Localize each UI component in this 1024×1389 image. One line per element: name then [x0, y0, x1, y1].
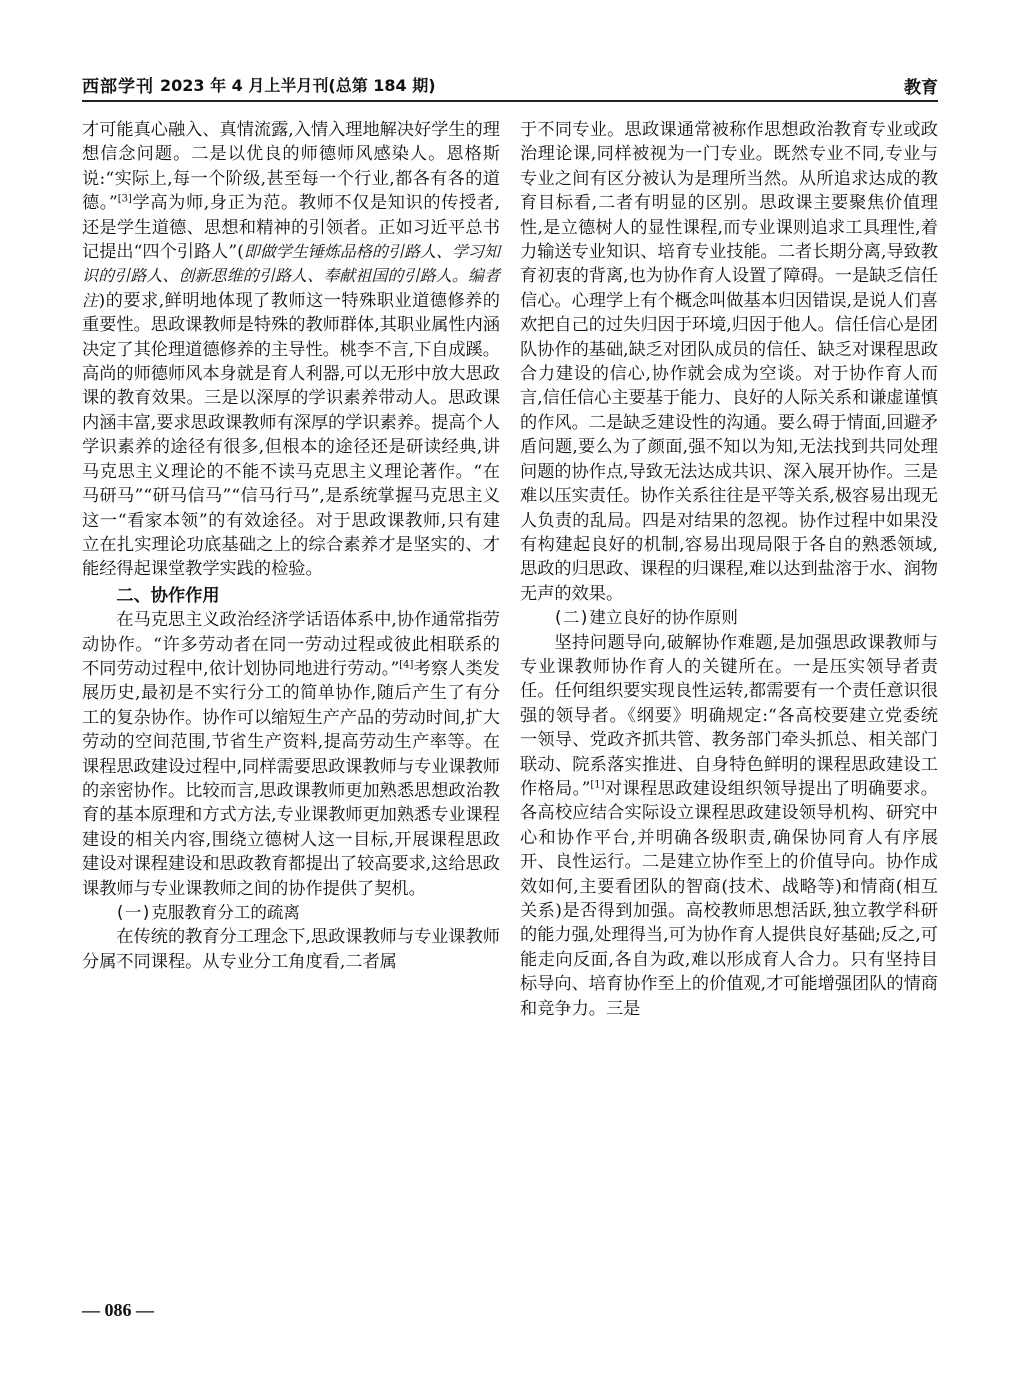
editor-note: 即做学生锤炼品格的引路人、学习知识的引路人、创新思维的引路人、奉献祖国的引路人。编者注	[82, 242, 500, 310]
citation: [3]	[117, 193, 132, 205]
paragraph: 于不同专业。思政课通常被称作思想政治教育专业或政治理论课,同样被视为一门专业。既然专业不同,专业与专业之间有区分被认为是理所当然。从所追求达成的教育目标看,二者有明显的区别。思政课主要聚焦价值理性,是立德树人的显性课程,而专业课则追求工具理性,着力输送专业知识、培育专业技能。二者长期分离,导致教育初衷的背离,也为协作育人设置了障碍。一是缺乏信任信心。心理学上有个概念叫做基本归因错误,是说人们喜欢把自己的过失归因于环境,归因于他人。信任信心是团队协作的基础,缺乏对团队成员的信任、缺乏对课程思政合力建设的信心,协作就会成为空谈。对于协作育人而言,信任信心主要基于能力、良好的人际关系和谦虚谨慎的作风。二是缺乏建设性的沟通。要么碍于情面,回避矛盾问题,要么为了颜面,强不知以为知,无法找到共同处理问题的协作点,导致无法达成共识、深入展开协作。三是难以压实责任。协作关系往往是平等关系,极容易出现无人负责的乱局。四是对结果的忽视。协作过程中如果没有构建起良好的机制,容易出现局限于各自的熟悉领域,思政的归思政、课程的归课程,难以达到盐溶于水、润物无声的效果。	[520, 120, 938, 604]
issue-info: 2023 年 4 月上半月刊(总第 184 期)	[160, 76, 436, 95]
paragraph: 才可能真心融入、真情流露,入情入理地解决好学生的理想信念问题。二是以优良的师德师风感染人。恩格斯说:“实际上,每一个阶级,甚至每一个行业,都各有各的道德。”[3]学高为师,身正为范。教师不仅是知识的传授者,还是学生道德、思想和精神的引领者。正如习近平总书记提出“四个引路人”(即做学生锤炼品格的引路人、学习知识的引路人、创新思维的引路人、奉献祖国的引路人。编者注)的要求,鲜明地体现了教师这一特殊职业道德修养的重要性。思政课教师是特殊的教师群体,其职业属性内涵决定了其伦理道德修养的主导性。桃李不言,下自成蹊。高尚的师德师风本身就是育人利器,可以无形中放大思政课的教育效果。三是以深厚的学识素养带动人。思政课内涵丰富,要求思政课教师有深厚的学识素养。提高个人学识素养的途径有很多,但根本的途径还是研读经典,讲马克思主义理论的不能不读马克思主义理论著作。“在马研马”“研马信马”“信马行马”,是系统掌握马克思主义这一“看家本领”的有效途径。对于思政课教师,只有建立在扎实理论功底基础之上的综合素养才是坚实的、才能经得起课堂教学实践的检验。	[82, 120, 500, 580]
citation: [1]	[590, 779, 605, 791]
section-heading: 二、协作作用	[116, 585, 220, 606]
page-number: — 086 —	[82, 1300, 154, 1320]
running-header	[82, 70, 938, 102]
left-column	[82, 118, 500, 974]
journal-logo: 西部学刊	[82, 77, 154, 97]
paragraph: 在传统的教育分工理念下,思政课教师与专业课教师分属不同课程。从专业分工角度看,二者属	[82, 927, 500, 972]
subsection-heading: (二)建立良好的协作原则	[553, 608, 738, 628]
paragraph: 在马克思主义政治经济学话语体系中,协作通常指劳动协作。“许多劳动者在同一劳动过程或彼此相联系的不同劳动过程中,依计划协同地进行劳动。”[4]考察人类发展历史,最初是不实行分工的简单协作,随后产生了有分工的复杂协作。协作可以缩短生产产品的劳动时间,扩大劳动的空间范围,节省生产资料,提高劳动生产率等。在课程思政建设过程中,同样需要思政课教师与专业课教师的亲密协作。比较而言,思政课教师更加熟悉思想政治教育的基本原理和方式方法,专业课教师更加熟悉专业课程建设的相关内容,围绕立德树人这一目标,开展课程思政建设对课程建设和思政教育都提出了较高要求,这给思政课教师与专业课教师之间的协作提供了契机。	[82, 610, 500, 899]
subsection-heading: (一)克服教育分工的疏离	[115, 903, 300, 922]
right-column	[520, 118, 938, 1021]
section-label: 教育	[904, 78, 938, 98]
citation: [4]	[399, 659, 414, 671]
paragraph: 坚持问题导向,破解协作难题,是加强思政课教师与专业课教师协作育人的关键所在。一是压实领导者责任。任何组织要实现良性运转,都需要有一个责任意识很强的领导者。《纲要》明确规定:“各高校要建立党委统一领导、党政齐抓共管、教务部门牵头抓总、相关部门联动、院系落实推进、自身特色鲜明的课程思政建设工作格局。”[1]对课程思政建设组织领导提出了明确要求。各高校应结合实际设立课程思政建设领导机构、研究中心和协作平台,并明确各级职责,确保协同育人有序展开、良性运行。二是建立协作至上的价值导向。协作成效如何,主要看团队的智商(技术、战略等)和情商(相互关系)是否得到加强。高校教师思想活跃,独立教学科研的能力强,处理得当,可为协作育人提供良好基础;反之,可能走向反面,各自为政,难以形成育人合力。只有坚持目标导向、培育协作至上的价值观,才可能增强团队的情商和竞争力。三是	[520, 632, 938, 1019]
